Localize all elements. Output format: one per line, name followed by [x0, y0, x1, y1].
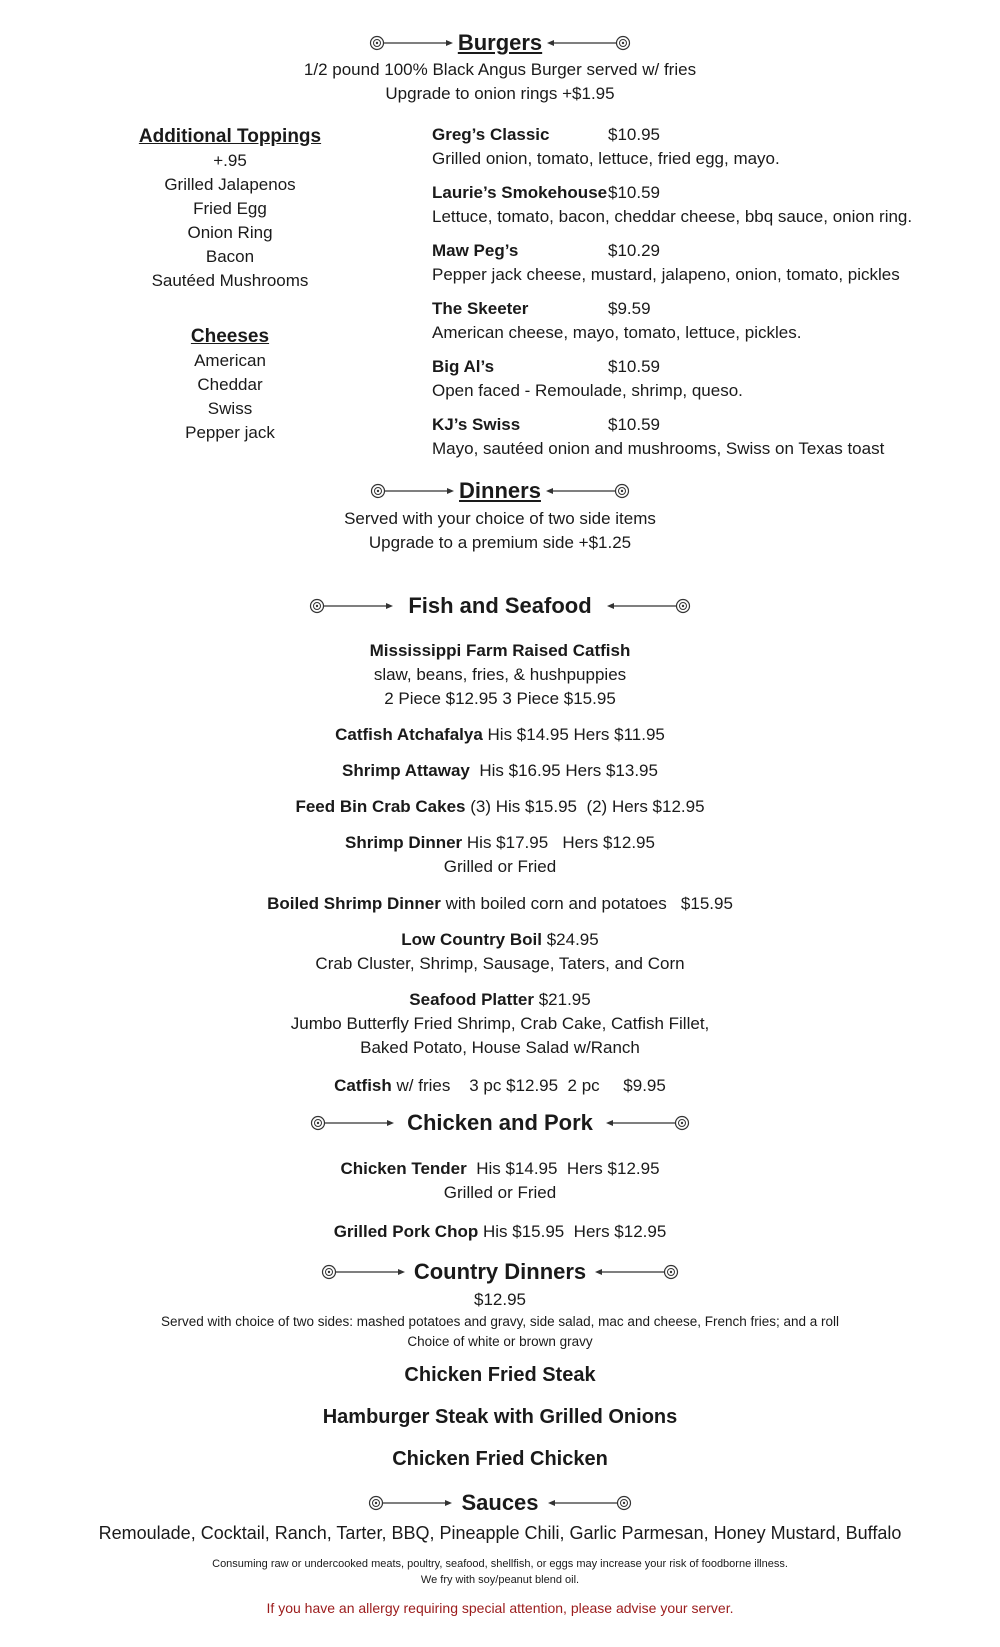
burger-price: $9.59 [608, 299, 651, 318]
dinners-header [0, 478, 1000, 504]
burger-price: $10.59 [608, 183, 660, 202]
burger-item [432, 355, 972, 403]
low-country-boil-item [0, 928, 1000, 952]
seafood-item [0, 795, 1000, 819]
item-price: His $16.95 Hers $13.95 [469, 761, 658, 780]
seafood-item [0, 723, 1000, 747]
scroll-ornament-icon [545, 482, 631, 500]
cheese-item: Cheddar [197, 375, 263, 394]
seafood-platter-desc: Baked Potato, House Salad w/Ranch [360, 1038, 640, 1057]
shrimp-dinner-note: Grilled or Fried [443, 857, 557, 876]
cheeses-heading: Cheeses [190, 326, 270, 347]
dinners-upgrade: Upgrade to a premium side +$1.25 [368, 533, 632, 552]
country-dinners-price: $12.95 [474, 1290, 526, 1309]
burgers-header [0, 30, 1000, 56]
item-price: $21.95 [533, 990, 591, 1009]
allergy-notice: If you have an allergy requiring special attention, please advise your server. [266, 1600, 734, 1616]
dinners-description: Served with your choice of two side items [344, 509, 656, 528]
burger-price: $10.29 [608, 241, 660, 260]
burger-desc: Grilled onion, tomato, lettuce, fried egg, mayo. [432, 149, 780, 168]
item-name: Seafood Platter [409, 990, 534, 1009]
country-dinners-sides: Served with choice of two sides: mashed potatoes and gravy, side salad, mac and cheese, French fries; and a roll [160, 1314, 840, 1329]
scroll-ornament-icon [320, 1263, 406, 1281]
seafood-platter-desc: Jumbo Butterfly Fried Shrimp, Crab Cake, Catfish Fillet, [290, 1014, 710, 1033]
item-name: Shrimp Attaway [342, 761, 470, 780]
burger-desc: American cheese, mayo, tomato, lettuce, pickles. [432, 323, 802, 342]
chicken-tender-note: Grilled or Fried [443, 1183, 557, 1202]
scroll-ornament-icon [367, 1494, 453, 1512]
topping-item: Bacon [205, 247, 255, 266]
seafood-item [0, 759, 1000, 783]
foodborne-warning: Consuming raw or undercooked meats, poultry, seafood, shellfish, or eggs may increase your risk of foodborne illness. [212, 1558, 788, 1570]
topping-item: Onion Ring [187, 223, 273, 242]
burger-item [432, 413, 972, 461]
cheese-item: American [194, 351, 266, 370]
item-name: Shrimp Dinner [345, 833, 463, 852]
cheeses-list [100, 325, 360, 445]
seafood-item [0, 831, 1000, 855]
item-price: His $14.95 Hers $11.95 [482, 725, 665, 744]
catfish-prices: 2 Piece $12.95 3 Piece $15.95 [384, 689, 616, 708]
burger-desc: Lettuce, tomato, bacon, cheddar cheese, bbq sauce, onion ring. [432, 207, 913, 226]
pork-chop-item [0, 1220, 1000, 1244]
scroll-ornament-icon [606, 597, 692, 615]
burger-name: Maw Peg’s [432, 241, 519, 260]
item-price: $24.95 [541, 930, 599, 949]
burger-price: $10.59 [608, 415, 660, 434]
topping-item: Sautéed Mushrooms [151, 271, 309, 290]
item-name: Feed Bin Crab Cakes [295, 797, 466, 816]
seafood-title: Fish and Seafood [408, 593, 592, 618]
burger-name: Laurie’s Smokehouse [432, 183, 608, 202]
item-price: with boiled corn and potatoes $15.95 [440, 894, 733, 913]
catfish-fries-item [0, 1074, 1000, 1098]
scroll-ornament-icon [369, 482, 455, 500]
item-price: w/ fries 3 pc $12.95 2 pc $9.95 [391, 1076, 666, 1095]
item-name: Catfish [334, 1076, 392, 1095]
item-name: Low Country Boil [401, 930, 542, 949]
burgers-title: Burgers [457, 30, 543, 55]
item-name: Chicken Tender [340, 1159, 467, 1178]
burger-desc: Mayo, sautéed onion and mushrooms, Swiss on Texas toast [432, 439, 885, 458]
country-dinner-item: Hamburger Steak with Grilled Onions [322, 1406, 678, 1428]
item-price: (3) His $15.95 (2) Hers $12.95 [465, 797, 705, 816]
scroll-ornament-icon [605, 1114, 691, 1132]
chicken-tender-item [0, 1157, 1000, 1181]
scroll-ornament-icon [594, 1263, 680, 1281]
country-dinner-item: Chicken Fried Chicken [392, 1448, 608, 1470]
scroll-ornament-icon [546, 34, 632, 52]
item-name: Grilled Pork Chop [333, 1222, 479, 1241]
oil-note: We fry with soy/peanut blend oil. [420, 1574, 580, 1586]
burgers-description: 1/2 pound 100% Black Angus Burger served w/ fries [303, 60, 697, 79]
topping-item: Fried Egg [193, 199, 267, 218]
sauces-list: Remoulade, Cocktail, Ranch, Tarter, BBQ, Pineapple Chili, Garlic Parmesan, Honey Mustard, Buffalo [98, 1523, 902, 1543]
country-dinners-header [0, 1259, 1000, 1285]
sauces-title: Sauces [461, 1490, 539, 1515]
toppings-list [100, 125, 360, 293]
topping-item: Grilled Jalapenos [164, 175, 296, 194]
cheese-item: Pepper jack [185, 423, 275, 442]
scroll-ornament-icon [547, 1494, 633, 1512]
burgers-upgrade: Upgrade to onion rings +$1.95 [385, 84, 615, 103]
low-country-boil-desc: Crab Cluster, Shrimp, Sausage, Taters, and Corn [315, 954, 685, 973]
burger-name: KJ’s Swiss [432, 415, 521, 434]
dinners-title: Dinners [459, 478, 541, 503]
burger-desc: Open faced - Remoulade, shrimp, queso. [432, 381, 743, 400]
scroll-ornament-icon [309, 1114, 395, 1132]
sauces-header [0, 1490, 1000, 1516]
seafood-header [0, 593, 1000, 619]
country-dinners-title: Country Dinners [413, 1259, 587, 1284]
cheese-item: Swiss [207, 399, 253, 418]
item-price: His $17.95 Hers $12.95 [462, 833, 655, 852]
burger-price: $10.95 [608, 125, 660, 144]
scroll-ornament-icon [308, 597, 394, 615]
burger-name: Greg’s Classic [432, 125, 550, 144]
burger-price: $10.59 [608, 357, 660, 376]
item-price: His $14.95 Hers $12.95 [466, 1159, 660, 1178]
scroll-ornament-icon [368, 34, 454, 52]
burger-item [432, 239, 972, 287]
burger-name: The Skeeter [432, 299, 529, 318]
burger-item [432, 123, 972, 171]
boiled-shrimp-item [0, 892, 1000, 916]
toppings-heading: Additional Toppings [138, 126, 322, 147]
item-name: Catfish Atchafalya [335, 725, 483, 744]
catfish-name: Mississippi Farm Raised Catfish [369, 641, 631, 660]
country-dinner-item: Chicken Fried Steak [404, 1364, 596, 1386]
seafood-platter-item [0, 988, 1000, 1012]
chicken-pork-title: Chicken and Pork [407, 1110, 593, 1135]
burger-item [432, 297, 972, 345]
country-dinners-gravy: Choice of white or brown gravy [407, 1334, 593, 1349]
burger-item [432, 181, 972, 229]
item-price: His $15.95 Hers $12.95 [478, 1222, 667, 1241]
item-name: Boiled Shrimp Dinner [267, 894, 441, 913]
chicken-pork-header [0, 1110, 1000, 1136]
catfish-sides: slaw, beans, fries, & hushpuppies [373, 665, 627, 684]
burger-desc: Pepper jack cheese, mustard, jalapeno, onion, tomato, pickles [432, 265, 900, 284]
toppings-price: +.95 [213, 151, 247, 170]
burger-name: Big Al’s [432, 357, 495, 376]
